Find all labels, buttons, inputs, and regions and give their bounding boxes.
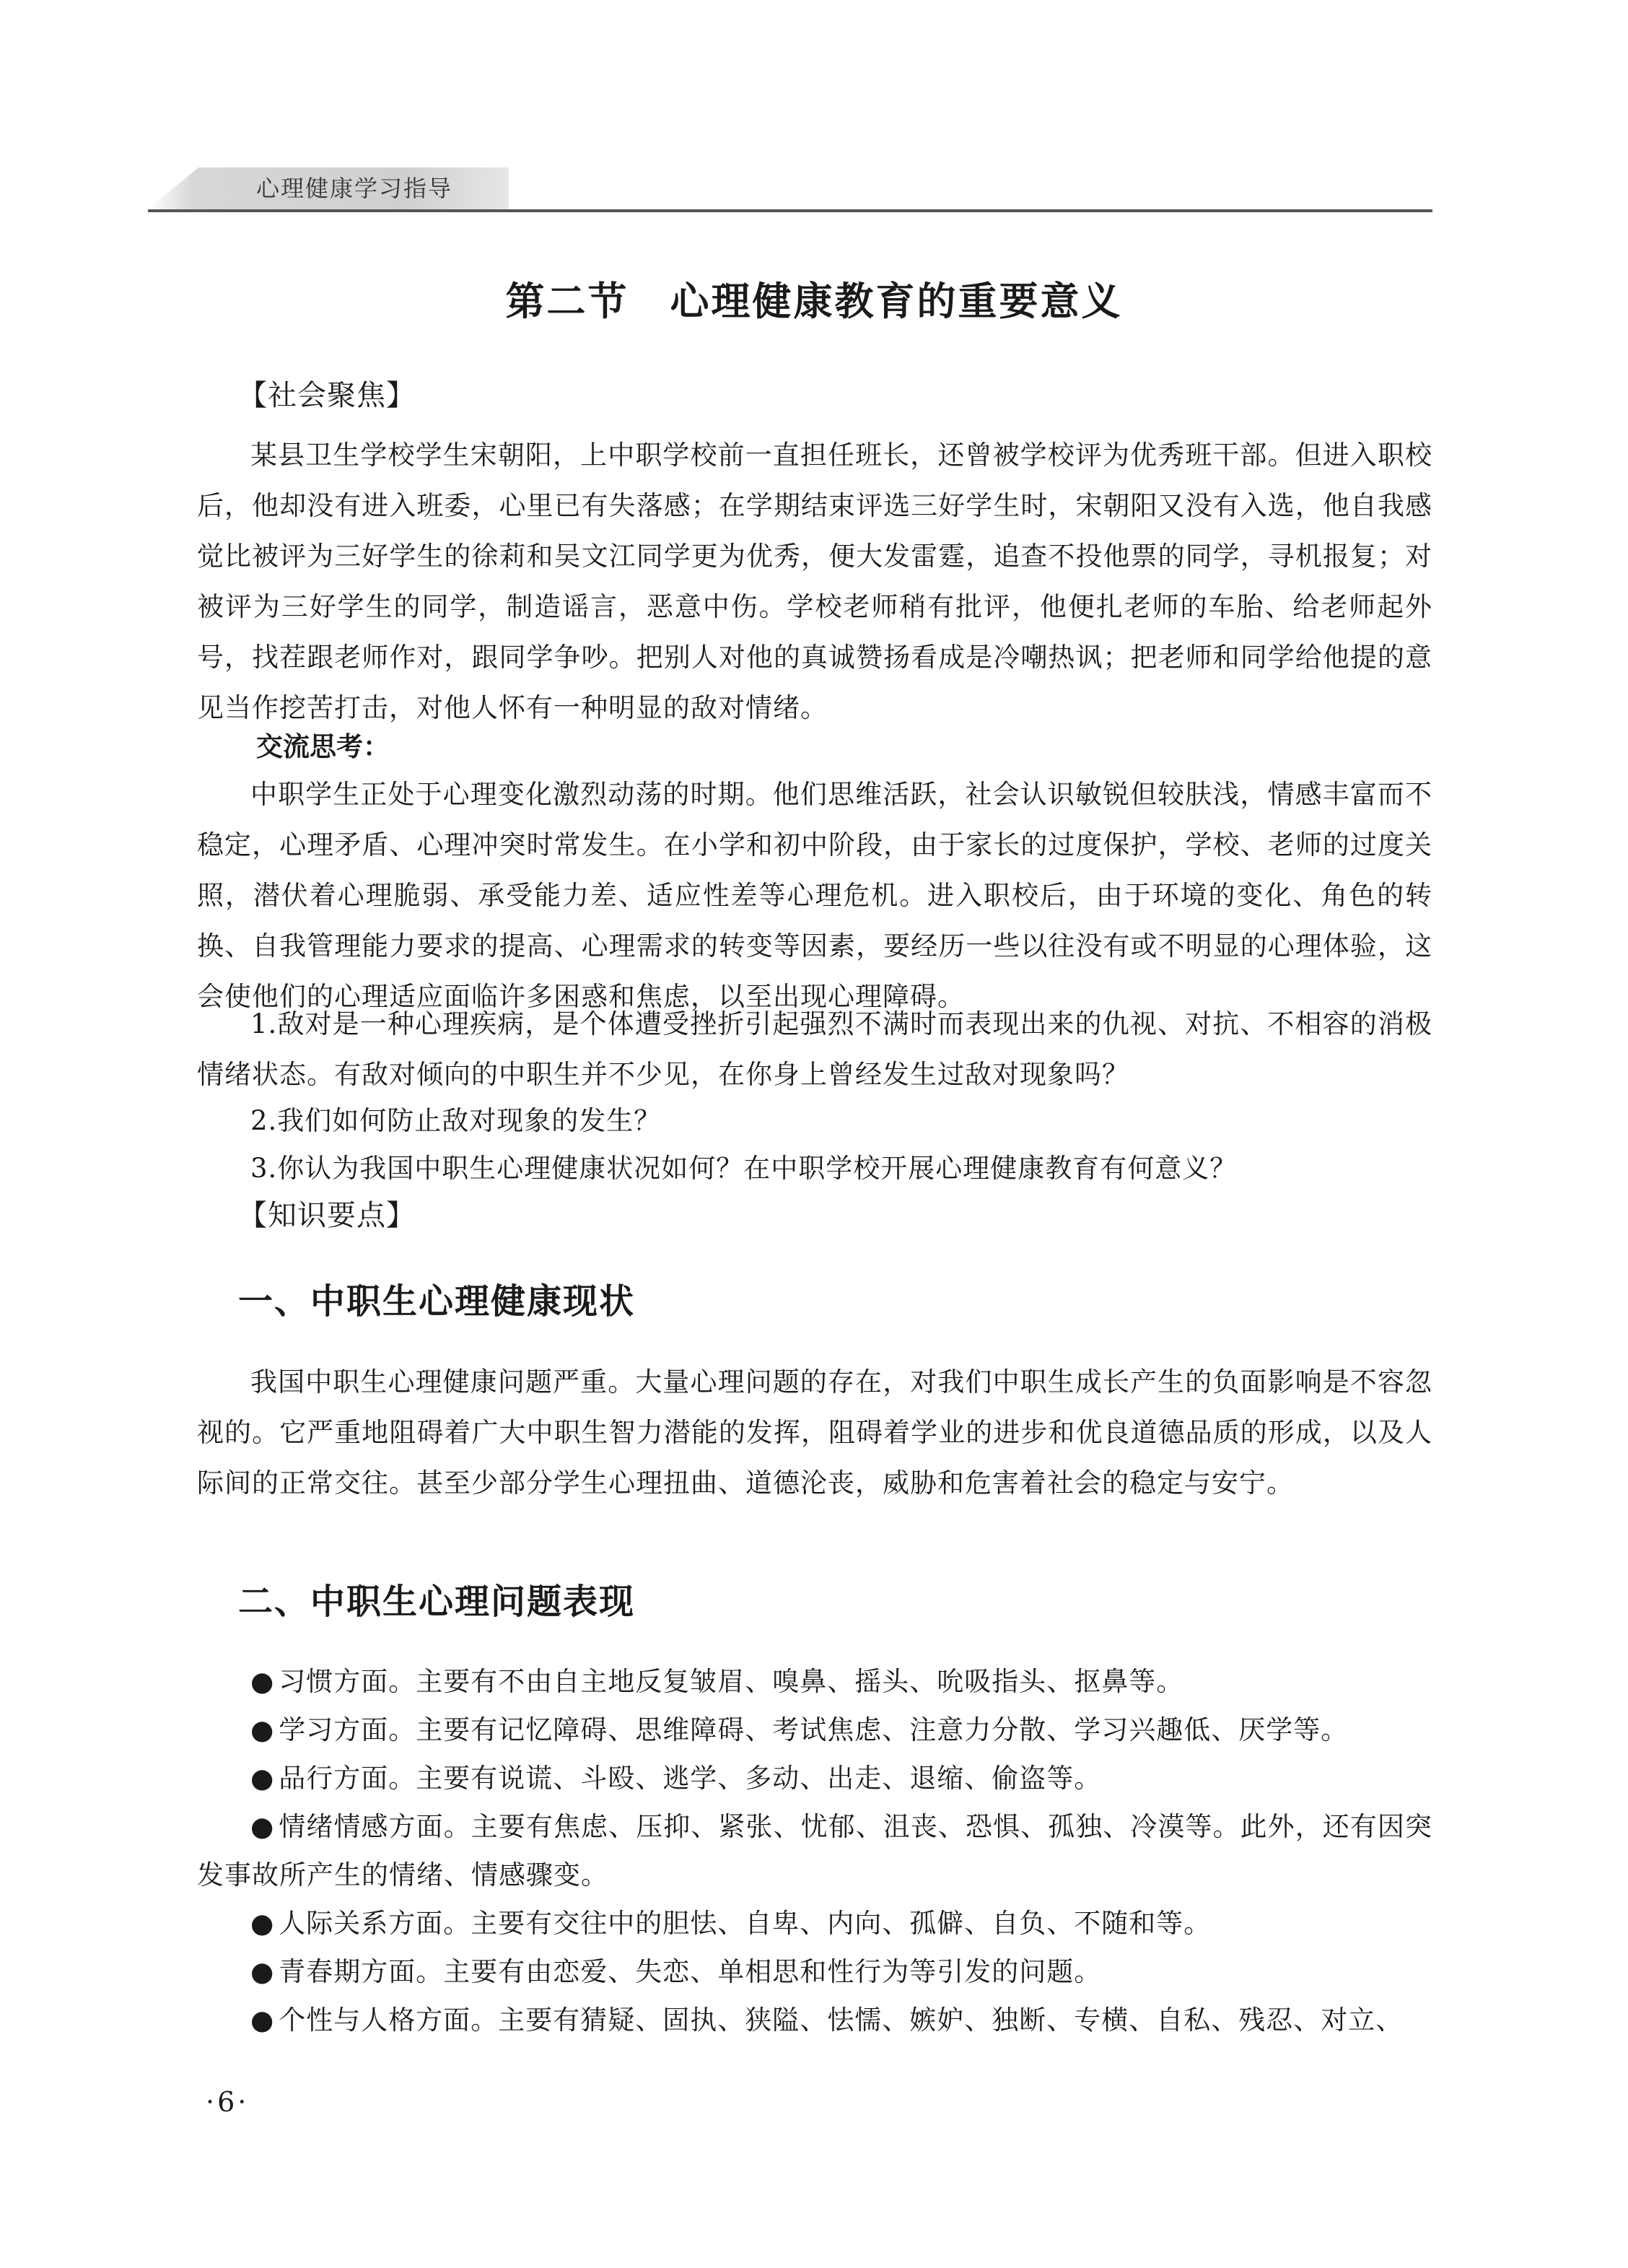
problem-bullet-list <box>197 1657 1432 2044</box>
part1-heading: 一、中职生心理健康现状 <box>238 1281 636 1322</box>
bullet-dot: ● <box>250 1956 275 1987</box>
list-item-text: 个性与人格方面。主要有猜疑、固执、狭隘、怯懦、嫉妒、独断、专横、自私、残忍、对立、 <box>279 2005 1404 2036</box>
section-title: 第二节 心理健康教育的重要意义 <box>505 279 1123 324</box>
discussion-paragraph: 中职学生正处于心理变化激烈动荡的时期。他们思维活跃，社会认识敏锐但较肤浅，情感丰富而不稳定，心理矛盾、心理冲突时常发生。在小学和初中阶段，由于家长的过度保护，学校、老师的过度关照，潜伏着心理脆弱、承受能力差、适应性差等心理危机。进入职校后，由于环境的变化、角色的转换、自我管理能力要求的提高、心理需求的转变等因素，要经历一些以往没有或不明显的心理体验，这会使他们的心理适应面临许多困惑和焦虑，以至出现心理障碍。 <box>197 779 1432 1012</box>
discussion-label: 交流思考： <box>256 731 390 762</box>
bracket-open: 【 <box>238 379 268 412</box>
list-item <box>197 1996 1432 2044</box>
knowledge-points-heading <box>238 1195 416 1236</box>
social-focus-heading-text: 社会聚焦 <box>268 379 386 412</box>
social-focus-heading <box>238 375 416 416</box>
bullet-dot: ● <box>250 1908 275 1939</box>
bracket-close: 】 <box>386 1199 416 1232</box>
bullet-dot: ● <box>250 1666 275 1697</box>
list-item-text: 青春期方面。主要有由恋爱、失恋、单相思和性行为等引发的问题。 <box>279 1956 1102 1987</box>
list-item <box>197 1754 1432 1802</box>
discussion-question-2: 2.我们如何防止敌对现象的发生？ <box>250 1105 662 1136</box>
list-item <box>197 1948 1432 1996</box>
bullet-dot: ● <box>250 2005 275 2036</box>
list-item-text: 学习方面。主要有记忆障碍、思维障碍、考试焦虑、注意力分散、学习兴趣低、厌学等。 <box>279 1714 1349 1745</box>
list-item <box>197 1802 1432 1899</box>
discussion-question-3: 3.你认为我国中职生心理健康状况如何？在中职学校开展心理健康教育有何意义？ <box>250 1153 1238 1184</box>
part2-heading: 二、中职生心理问题表现 <box>238 1582 636 1622</box>
list-item <box>197 1706 1432 1754</box>
bracket-close: 】 <box>386 379 416 412</box>
bullet-dot: ● <box>250 1763 275 1794</box>
list-item <box>197 1899 1432 1948</box>
running-header-title: 心理健康学习指导 <box>256 175 453 202</box>
list-item-text: 情绪情感方面。主要有焦虑、压抑、紧张、忧郁、沮丧、恐惧、孤独、冷漠等。此外，还有因突发事故所产生的情绪、情感骤变。 <box>197 1811 1432 1890</box>
list-item-text: 人际关系方面。主要有交往中的胆怯、自卑、内向、孤僻、自负、不随和等。 <box>279 1908 1212 1939</box>
social-focus-paragraph: 某县卫生学校学生宋朝阳，上中职学校前一直担任班长，还曾被学校评为优秀班干部。但进入职校后，他却没有进入班委，心里已有失落感；在学期结束评选三好学生时，宋朝阳又没有入选，他自我感觉比被评为三好学生的徐莉和吴文江同学更为优秀，便大发雷霆，追查不投他票的同学，寻机报复；对被评为三好学生的同学，制造谣言，恶意中伤。学校老师稍有批评，他便扎老师的车胎、给老师起外号，找茬跟老师作对，跟同学争吵。把别人对他的真诚赞扬看成是冷嘲热讽；把老师和同学给他提的意见当作挖苦打击，对他人怀有一种明显的敌对情绪。 <box>197 440 1432 723</box>
part1-paragraph: 我国中职生心理健康问题严重。大量心理问题的存在，对我们中职生成长产生的负面影响是不容忽视的。它严重地阻碍着广大中职生智力潜能的发挥，阻碍着学业的进步和优良道德品质的形成，以及人际间的正常交往。甚至少部分学生心理扭曲、道德沦丧，威胁和危害着社会的稳定与安宁。 <box>197 1366 1432 1499</box>
header-divider <box>148 209 1432 212</box>
list-item-text: 品行方面。主要有说谎、斗殴、逃学、多动、出走、退缩、偷盗等。 <box>279 1763 1102 1794</box>
page-number: ·6· <box>206 2086 250 2118</box>
bracket-open: 【 <box>238 1199 268 1232</box>
knowledge-points-heading-text: 知识要点 <box>268 1199 386 1232</box>
discussion-question-1: 1.敌对是一种心理疾病，是个体遭受挫折引起强烈不满时而表现出来的仇视、对抗、不相容的消极情绪状态。有敌对倾向的中职生并不少见，在你身上曾经发生过敌对现象吗？ <box>197 1008 1432 1090</box>
bullet-dot: ● <box>250 1811 275 1842</box>
bullet-dot: ● <box>250 1714 275 1745</box>
list-item <box>197 1657 1432 1706</box>
list-item-text: 习惯方面。主要有不由自主地反复皱眉、嗅鼻、摇头、吮吸指头、抠鼻等。 <box>279 1666 1184 1697</box>
